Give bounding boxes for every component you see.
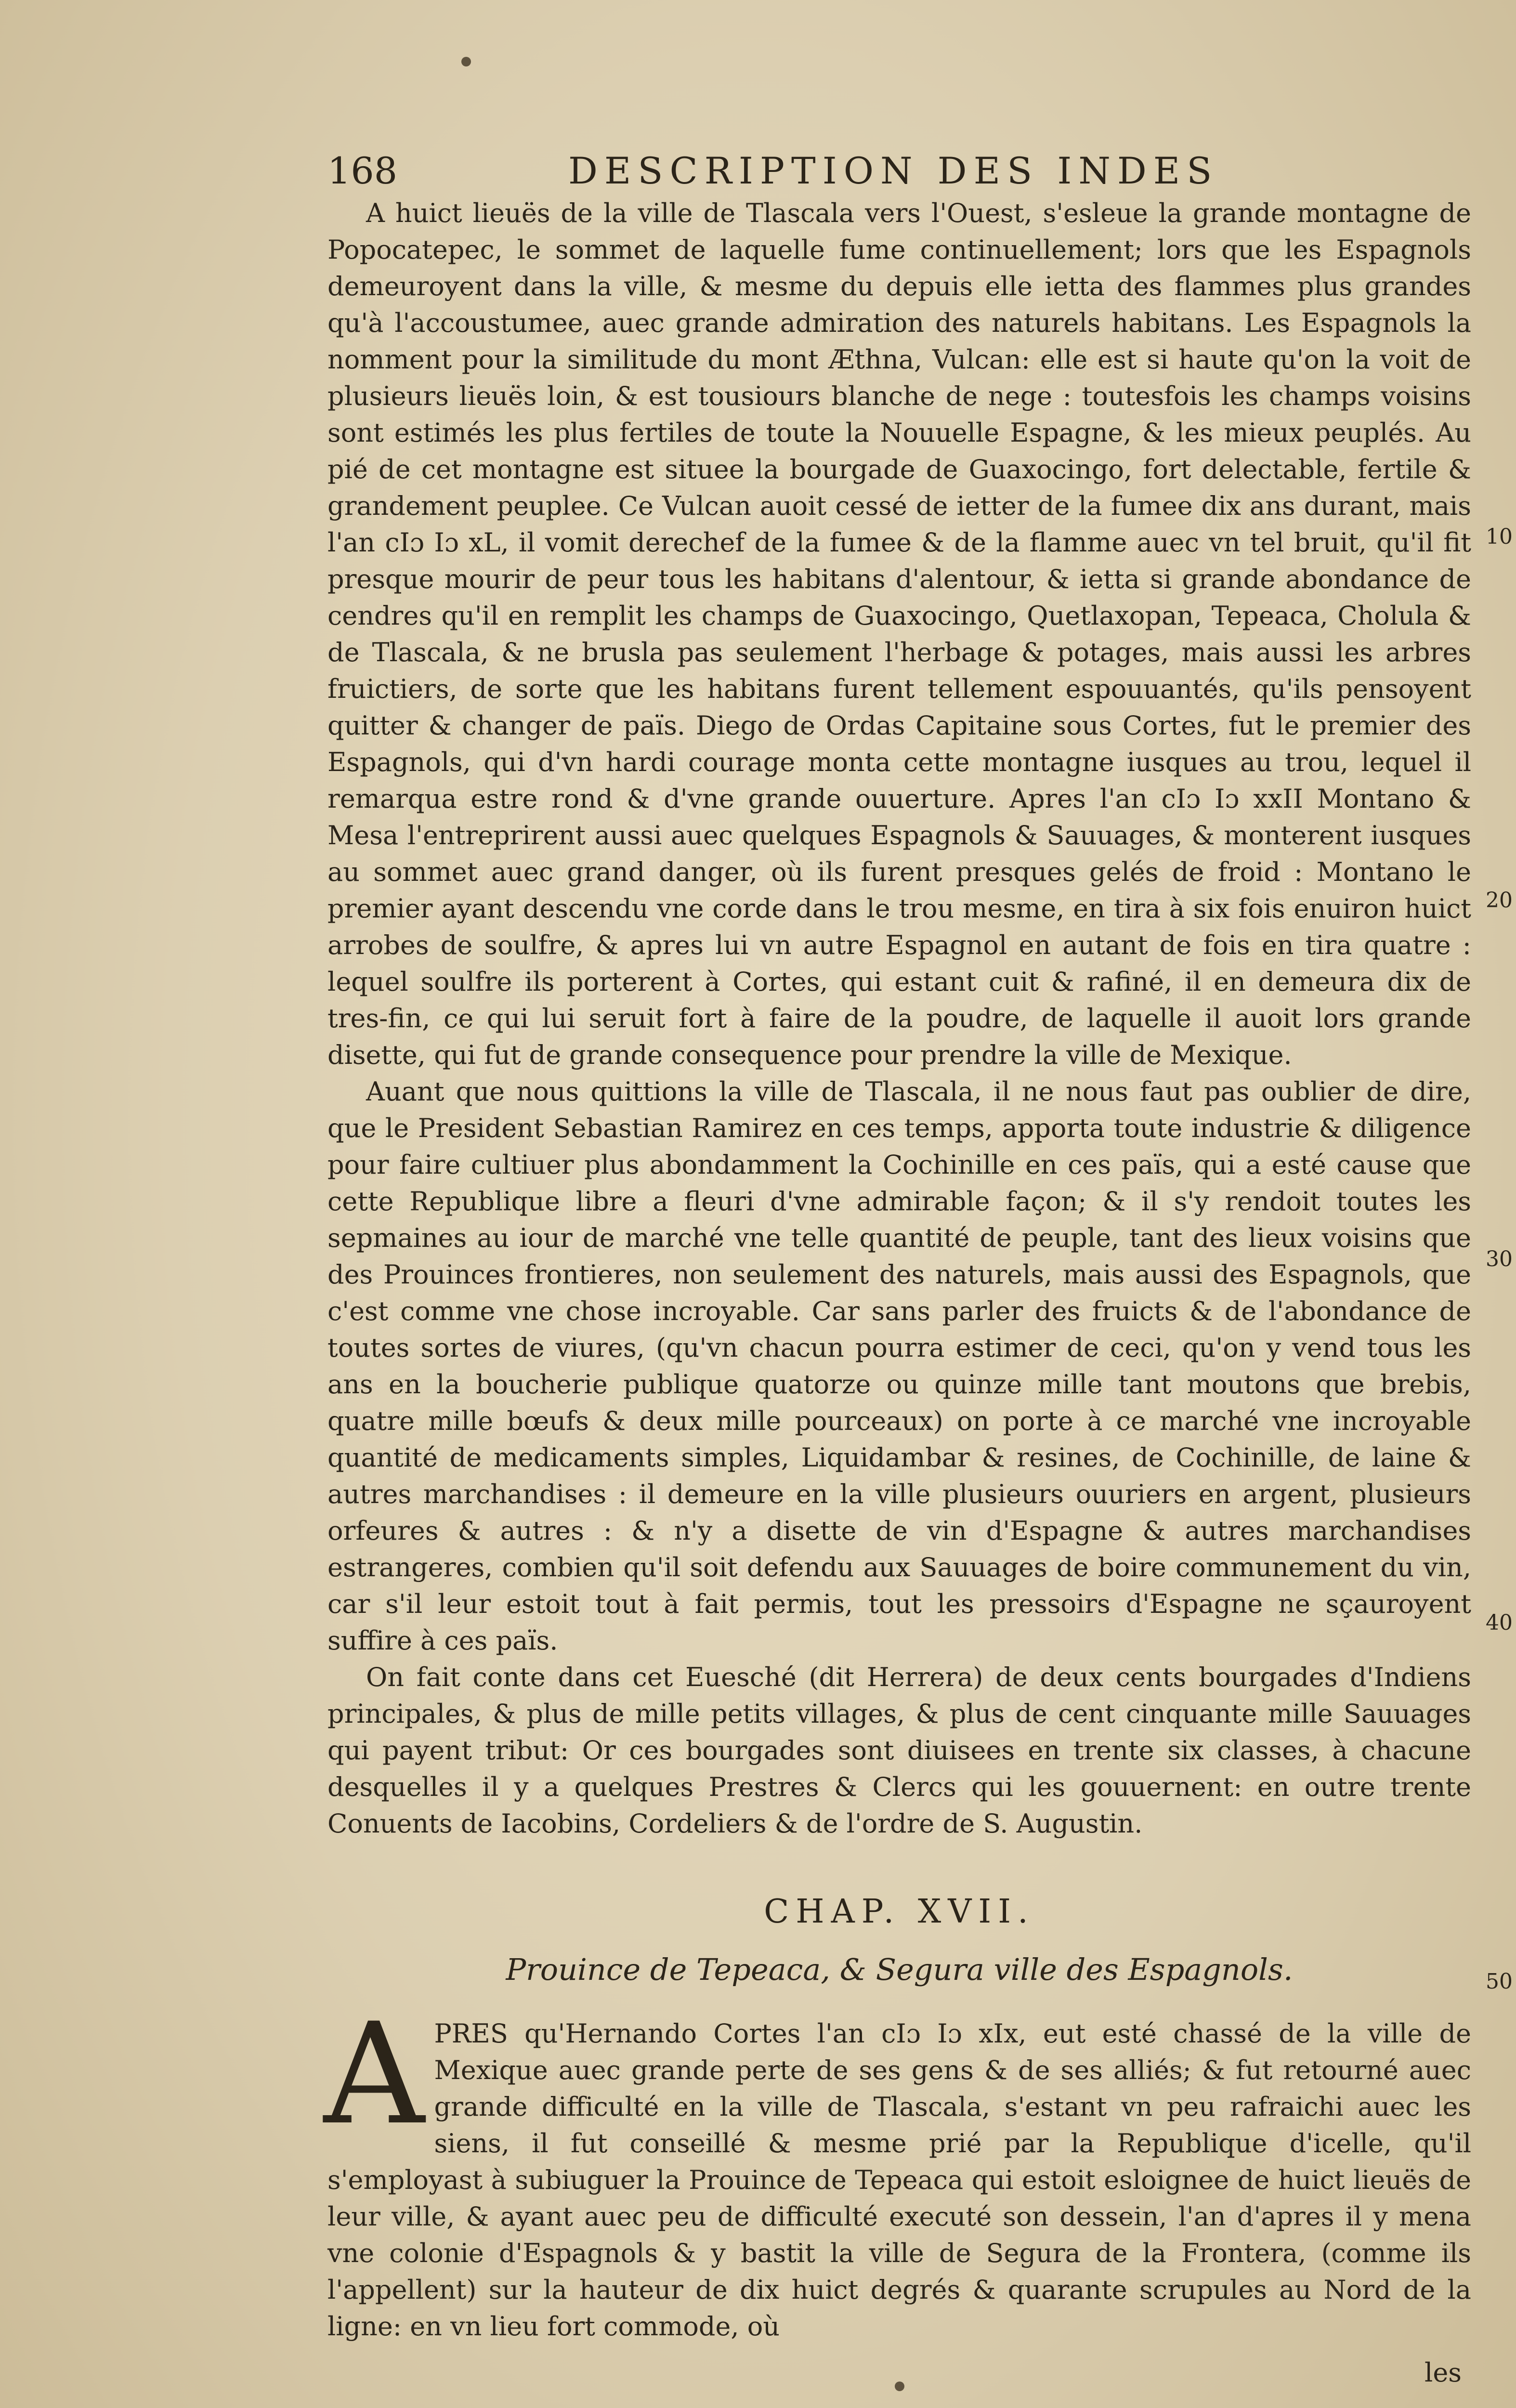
- chapter-text: PRES qu'Hernando Cortes l'an cIɔ Iɔ xIx, eut esté chassé de la ville de Mexique auec grande perte de ses gens & de ses alliés; & fut retourné auec grande difficulté en la ville de Tlascala, s'estant vn peu rafraichi auec les siens, il fut conseillé & mesme prié par la Republique d'icelle, qu'il s'employast à subiuguer la Prouince de Tepeaca qui estoit esloignee de huict lieuës de leur ville, & ayant auec peu de difficulté executé son dessein, l'an d'apres il y mena vne colonie d'Espagnols & y bastit la ville de Segura de la Frontera, (comme ils l'appellent) sur la hauteur de dix huict degrés & quarante scrupules au Nord de la ligne: en vn lieu fort commode, où: [327, 2018, 1471, 2342]
- margin-number-40: 40: [1486, 1610, 1513, 1635]
- page-number: 168: [327, 149, 398, 192]
- main-text: [324, 195, 1471, 2391]
- paragraph-popocatepec: A huict lieuës de la ville de Tlascala vers l'Ouest, s'esleue la grande montagne de Popocatepec, le sommet de laquelle fume continuellement; lors que les Espagnols demeuroyent dans la ville, & mesme du depuis elle ietta des flammes plus grandes qu'à l'accoustumee, auec grande admiration des naturels habitans. Les Espagnols la nomment pour la similitude du mont Æthna, Vulcan: elle est si haute qu'on la voit de plusieurs lieuës loin, & est tousiours blanche de nege : toutesfois les champs voisins sont estimés les plus fertiles de toute la Nouuelle Espagne, & les mieux peuplés. Au pié de cet montagne est situee la bourgade de Guaxocingo, fort delectable, fertile & grandement peuplee. Ce Vulcan auoit cessé de ietter de la fumee dix ans durant, mais l'an cIɔ Iɔ xL, il vomit derechef de la fumee & de la flamme auec vn tel bruit, qu'il fit presque mourir de peur tous les habitans d'alentour, & ietta si grande abondance de cendres qu'il en remplit les champs de Guaxocingo, Quetlaxopan, Tepeaca, Cholula & de Tlascala, & ne brusla pas seulement l'herbage & potages, mais aussi les arbres fruictiers, de sorte que les habitans furent tellement espouuantés, qu'ils pensoyent quitter & changer de païs. Diego de Ordas Capitaine sous Cortes, fut le premier des Espagnols, qui d'vn hardi courage monta cette montagne iusques au trou, lequel il remarqua estre rond & d'vne grande ouuerture. Apres l'an cIɔ Iɔ xxII Montano & Mesa l'entreprirent aussi auec quelques Espagnols & Sauuages, & monterent iusques au sommet auec grand danger, où ils furent presques gelés de froid : Montano le premier ayant descendu vne corde dans le trou mesme, en tira à six fois enuiron huict arrobes de soulfre, & apres lui vn autre Espagnol en autant de fois en tira quatre : lequel soulfre ils porterent à Cortes, qui estant cuit & rafiné, il en demeura dix de tres-fin, ce qui lui seruit fort à faire de la poudre, de laquelle il auoit lors grande disette, qui fut de grande consequence pour prendre la ville de Mexique.: [327, 198, 1471, 1070]
- catchword: les: [1425, 2357, 1462, 2388]
- ornament-dot-top: [461, 57, 471, 66]
- paragraph-bishopric: On fait conte dans cet Euesché (dit Herrera) de deux cents bourgades d'Indiens principales, & plus de mille petits villages, & plus de cent cinquante mille Sauuages qui payent tribut: Or ces bourgades sont diuisees en trente six classes, à chacune desquelles il y a quelques Prestres & Clercs qui les gouuernent: en outre trente Conuents de Iacobins, Cordeliers & de l'ordre de S. Augustin.: [327, 1662, 1471, 1839]
- margin-number-20: 20: [1486, 888, 1513, 913]
- paragraph-tlascala-market: Auant que nous quittions la ville de Tlascala, il ne nous faut pas oublier de dire, que le President Sebastian Ramirez en ces temps, apporta toute industrie & diligence pour faire cultiuer plus abondamment la Cochinille en ces païs, qui a esté cause que cette Republique libre a fleuri d'vne admirable façon; & il s'y rendoit toutes les sepmaines au iour de marché vne telle quantité de peuple, tant des lieux voisins que des Prouinces frontieres, non seulement des naturels, mais aussi des Espagnols, que c'est comme vne chose incroyable. Car sans parler des fruicts & de l'abondance de toutes sortes de viures, (qu'vn chacun pourra estimer de ceci, qu'on y vend tous les ans en la boucherie publique quatorze ou quinze mille tant moutons que brebis, quatre mille bœufs & deux mille pourceaux) on porte à ce marché vne incroyable quantité de medicaments simples, Liquidambar & resines, de Cochinille, de laine & autres marchandises : il demeure en la ville plusieurs ouuriers en argent, plusieurs orfeures & autres : & n'y a disette de vin d'Espagne & autres marchandises estrangeres, combien qu'il soit defendu aux Sauuages de boire communement du vin, car s'il leur estoit tout à fait permis, tout les pressoirs d'Espagne ne sçauroyent suffire à ces païs.: [327, 1076, 1471, 1656]
- drop-cap: A: [324, 1993, 425, 2156]
- page-header: [327, 144, 1281, 197]
- running-head: DESCRIPTION DES INDES: [568, 149, 1219, 192]
- chapter-paragraph: [324, 1993, 1471, 2345]
- margin-number-50: 50: [1486, 1969, 1513, 1994]
- margin-number-30: 30: [1486, 1247, 1513, 1271]
- margin-number-10: 10: [1486, 524, 1513, 549]
- chapter-heading: CHAP. XVII.: [764, 1893, 1035, 1931]
- chapter-subtitle: Prouince de Tepeaca, & Segura ville des Espagnols.: [506, 1952, 1293, 1987]
